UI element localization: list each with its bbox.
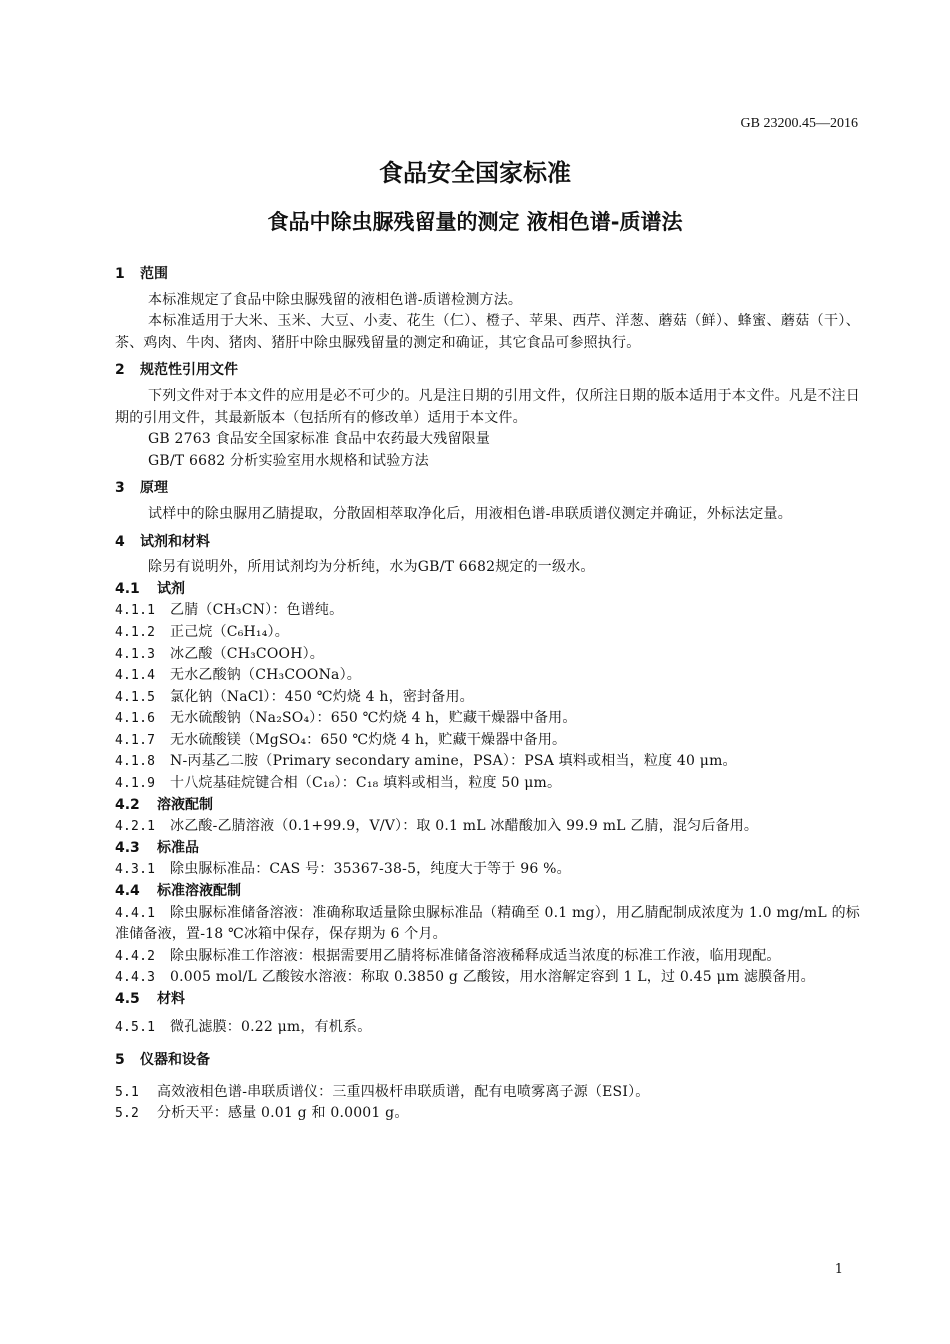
reference-item: GB 2763 食品安全国家标准 食品中农药最大残留限量 — [148, 431, 491, 448]
item-text: 冰乙酸（CH₃COOH）。 — [170, 645, 325, 662]
item-number: 4.1.7 — [115, 732, 156, 748]
item-text: 无水硫酸钠（Na₂SO₄）：650 ℃灼烧 4 h，贮藏干燥器中备用。 — [170, 710, 577, 727]
item-number: 4.4.1 — [115, 905, 156, 921]
list-item — [115, 687, 860, 709]
paragraph: 下列文件对于本文件的应用是必不可少的。凡是注日期的引用文件，仅所注日期的版本适用于本文件。凡是不注日期的引用文件，其最新版本（包括所有的修改单）适用于本文件。 — [115, 387, 860, 426]
subsection-number: 4.1 — [115, 580, 140, 597]
subsection-title: 试剂 — [157, 580, 185, 597]
list-item — [115, 665, 860, 687]
item-number: 4.1.8 — [115, 754, 156, 770]
subsection-number: 4.2 — [115, 796, 140, 813]
document-body — [115, 258, 860, 1125]
item-text: 除虫脲标准品：CAS 号：35367-38-5，纯度大于等于 96 %。 — [170, 861, 571, 878]
section-title: 仪器和设备 — [140, 1052, 210, 1069]
item-text: 正己烷（C₆H₁₄）。 — [170, 623, 289, 640]
subsection-heading-reagents — [115, 579, 860, 601]
list-item — [115, 1017, 860, 1039]
section-number: 3 — [115, 480, 125, 497]
section-number: 4 — [115, 533, 125, 550]
list-item — [115, 903, 860, 946]
subsection-heading-standards — [115, 838, 860, 860]
paragraph: 试样中的除虫脲用乙腈提取，分散固相萃取净化后，用液相色谱-串联质谱仪测定并确证，外标法定量。 — [148, 505, 792, 522]
subsection-title: 标准品 — [157, 839, 199, 856]
item-text: 微孔滤膜：0.22 μm，有机系。 — [170, 1018, 372, 1035]
list-item — [115, 730, 860, 752]
list-item — [115, 967, 860, 989]
subsection-title: 溶液配制 — [157, 796, 213, 813]
paragraph: 除另有说明外，所用试剂均为分析纯，水为GB/T 6682规定的一级水。 — [148, 559, 595, 576]
list-item — [115, 773, 860, 795]
section-title: 原理 — [140, 480, 168, 497]
item-number: 4.3.1 — [115, 862, 156, 878]
item-text: 十八烷基硅烷键合相（C₁₈）：C₁₈ 填料或相当，粒度 50 μm。 — [170, 775, 562, 792]
item-number: 4.1.6 — [115, 711, 156, 727]
item-number: 4.5.1 — [115, 1019, 156, 1035]
list-item — [115, 1103, 860, 1125]
item-text: 冰乙酸-乙腈溶液（0.1+99.9，V/V）：取 0.1 mL 冰醋酸加入 99.9 mL 乙腈，混匀后备用。 — [170, 818, 759, 835]
subsection-heading-standard-solutions — [115, 881, 860, 903]
list-item — [115, 708, 860, 730]
subsection-title: 标准溶液配制 — [157, 883, 241, 900]
subsection-number: 4.3 — [115, 839, 140, 856]
item-number: 4.1.2 — [115, 624, 156, 640]
item-number: 4.1.5 — [115, 689, 156, 705]
item-text: 无水硫酸镁（MgSO₄：650 ℃灼烧 4 h，贮藏干燥器中备用。 — [170, 731, 567, 748]
item-number: 5.1 — [115, 1084, 140, 1100]
paragraph: 本标准适用于大米、玉米、大豆、小麦、花生（仁）、橙子、苹果、西芹、洋葱、蘑菇（鲜）、蜂蜜、蘑菇（干）、茶、鸡肉、牛肉、猪肉、猪肝中除虫脲残留量的测定和确证，其它食品可参照执行。 — [115, 313, 860, 351]
list-item — [115, 622, 860, 644]
section-title: 范围 — [140, 266, 168, 282]
list-item — [115, 946, 860, 968]
list-item — [115, 600, 860, 622]
item-text: 除虫脲标准工作溶液：根据需要用乙腈将标准储备溶液稀释成适当浓度的标准工作液，临用现配。 — [170, 947, 781, 964]
item-text: 无水乙酸钠（CH₃COONa）。 — [170, 667, 361, 684]
subsection-title: 材料 — [157, 991, 185, 1007]
list-item — [115, 816, 860, 838]
section-title: 规范性引用文件 — [140, 362, 238, 379]
item-text: 高效液相色谱-串联质谱仪：三重四极杆串联质谱，配有电喷雾离子源（ESI）。 — [157, 1083, 650, 1100]
item-number: 4.1.1 — [115, 603, 156, 619]
paragraph: 本标准规定了食品中除虫脲残留的液相色谱-质谱检测方法。 — [148, 291, 523, 308]
item-text: 0.005 mol/L 乙酸铵水溶液：称取 0.3850 g 乙酸铵，用水溶解定容到 1 L，过 0.45 μm 滤膜备用。 — [170, 969, 815, 986]
section-number: 5 — [115, 1052, 125, 1069]
list-item — [115, 644, 860, 666]
item-text: 氯化钠（NaCl）：450 ℃灼烧 4 h，密封备用。 — [170, 688, 474, 705]
item-number: 5.2 — [115, 1106, 140, 1122]
item-number: 4.1.4 — [115, 668, 156, 684]
subsection-number: 4.5 — [115, 991, 140, 1007]
section-number: 2 — [115, 362, 125, 379]
item-number: 4.2.1 — [115, 819, 156, 835]
item-number: 4.1.9 — [115, 776, 156, 792]
sub-title: 食品中除虫脲残留量的测定 液相色谱-质谱法 — [267, 210, 683, 234]
standard-number: GB 23200.45—2016 — [740, 116, 858, 131]
item-number: 4.4.2 — [115, 948, 156, 964]
item-text: N-丙基乙二胺（Primary secondary amine，PSA）：PSA 填料或相当，粒度 40 μm。 — [170, 753, 737, 770]
page-number: 1 — [834, 1262, 843, 1277]
item-text: 分析天平：感量 0.01 g 和 0.0001 g。 — [157, 1105, 409, 1122]
section-heading-scope — [115, 264, 860, 286]
section-number: 1 — [115, 266, 125, 282]
section-heading-principle — [115, 478, 860, 500]
item-text: 乙腈（CH₃CN）：色谱纯。 — [170, 602, 344, 619]
section-heading-normative-references — [115, 360, 860, 382]
section-title: 试剂和材料 — [140, 533, 210, 550]
item-text: 除虫脲标准储备溶液：准确称取适量除虫脲标准品（精确至 0.1 mg），用乙腈配制成浓度为 1.0 mg/mL 的标准储备液，置-18 ℃冰箱中保存，保存期为 6 个月。 — [115, 904, 860, 943]
reference-item: GB/T 6682 分析实验室用水规格和试验方法 — [148, 452, 429, 469]
subsection-heading-solutions — [115, 795, 860, 817]
section-heading-reagents — [115, 532, 860, 554]
list-item — [115, 1082, 860, 1104]
item-number: 4.4.3 — [115, 970, 156, 986]
list-item — [115, 859, 860, 881]
item-number: 4.1.3 — [115, 646, 156, 662]
section-heading-apparatus — [115, 1050, 860, 1072]
subsection-number: 4.4 — [115, 883, 140, 900]
list-item — [115, 751, 860, 773]
main-title: 食品安全国家标准 — [379, 159, 571, 187]
subsection-heading-materials — [115, 989, 860, 1011]
